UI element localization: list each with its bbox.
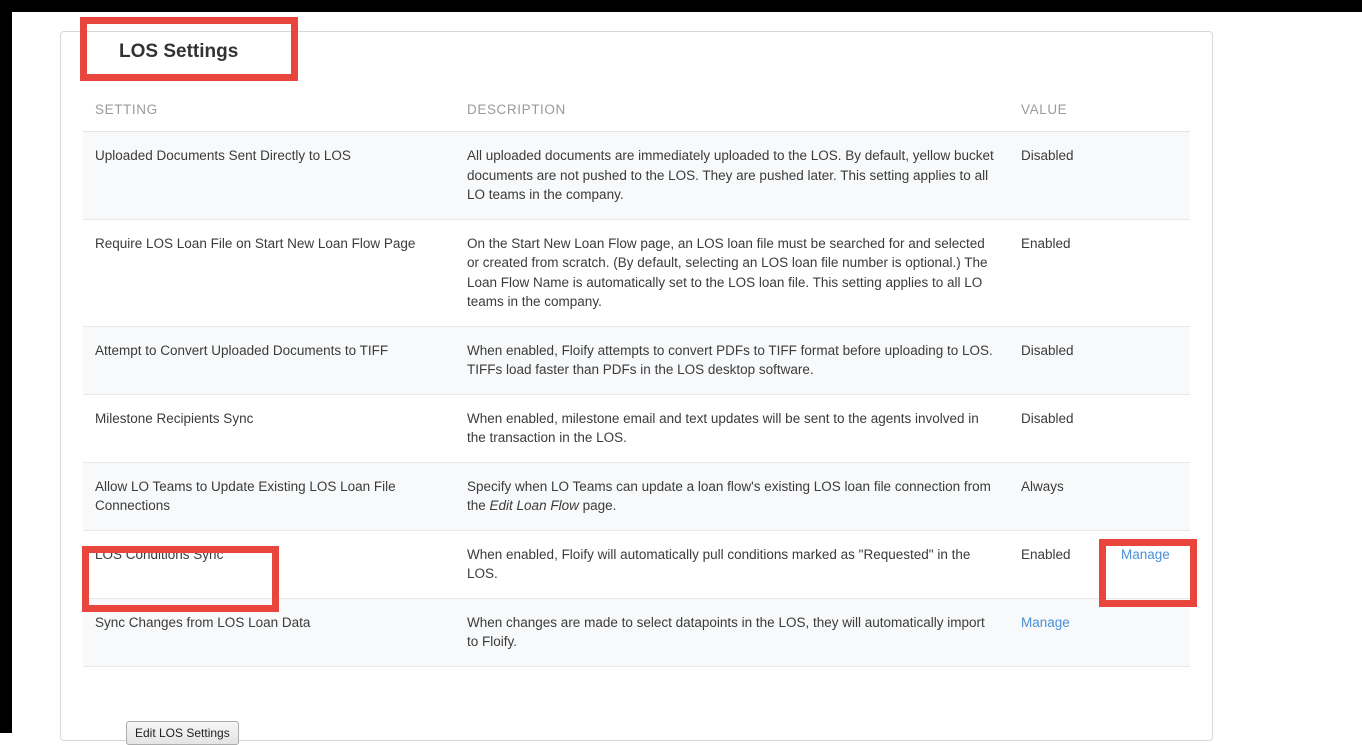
setting-action [1109, 219, 1190, 326]
setting-action [1109, 132, 1190, 220]
table-row [83, 132, 1190, 220]
setting-name: Allow LO Teams to Update Existing LOS Loan File Connections [83, 462, 455, 530]
description-text-pre: Specify when LO Teams can update a loan flow's existing LOS loan file connection from the [467, 478, 991, 513]
setting-action [1109, 326, 1190, 394]
manage-link-los-conditions-sync[interactable]: Manage [1121, 546, 1170, 562]
setting-value: Enabled [1009, 530, 1109, 598]
top-black-bar [0, 0, 1362, 12]
setting-description: When enabled, Floify attempts to convert PDFs to TIFF format before uploading to LOS. TIFFs load faster than PDFs in the LOS desktop software. [455, 326, 1009, 394]
column-header-setting: SETTING [83, 94, 455, 132]
setting-description: On the Start New Loan Flow page, an LOS loan file must be searched for and selected or created from scratch. (By default, selecting an LOS loan file number is optional.) The Loan Flow Name is automatically set to the LOS loan file. This setting applies to all LO teams in the company. [455, 219, 1009, 326]
table-row [83, 462, 1190, 530]
setting-description: When enabled, milestone email and text updates will be sent to the agents involved in the transaction in the LOS. [455, 394, 1009, 462]
table-row [83, 326, 1190, 394]
left-dark-strip [0, 12, 12, 733]
table-row [83, 394, 1190, 462]
setting-description [455, 462, 1009, 530]
page-title: LOS Settings [111, 40, 246, 64]
setting-value: Disabled [1009, 326, 1109, 394]
setting-name: Attempt to Convert Uploaded Documents to TIFF [83, 326, 455, 394]
description-emphasis: Edit Loan Flow [489, 498, 579, 513]
setting-name: LOS Conditions Sync [83, 530, 455, 598]
setting-value: Disabled [1009, 394, 1109, 462]
table-row [83, 598, 1190, 666]
column-header-action [1109, 94, 1190, 132]
column-header-description: DESCRIPTION [455, 94, 1009, 132]
page-content [12, 12, 1362, 740]
setting-action [1109, 598, 1190, 666]
setting-name: Milestone Recipients Sync [83, 394, 455, 462]
los-settings-table [83, 94, 1190, 667]
setting-value: Enabled [1009, 219, 1109, 326]
settings-table-wrapper [83, 94, 1190, 667]
los-settings-panel [60, 31, 1213, 741]
setting-description: All uploaded documents are immediately uploaded to the LOS. By default, yellow bucket documents are not pushed to the LOS. They are pushed later. This setting applies to all LO teams in the company. [455, 132, 1009, 220]
table-header-row [83, 94, 1190, 132]
setting-action [1109, 530, 1190, 598]
table-row [83, 530, 1190, 598]
edit-los-settings-button[interactable]: Edit LOS Settings [126, 721, 239, 745]
table-row [83, 219, 1190, 326]
setting-name: Require LOS Loan File on Start New Loan Flow Page [83, 219, 455, 326]
setting-action [1109, 462, 1190, 530]
setting-name: Uploaded Documents Sent Directly to LOS [83, 132, 455, 220]
setting-value [1009, 598, 1109, 666]
setting-value: Disabled [1009, 132, 1109, 220]
column-header-value: VALUE [1009, 94, 1109, 132]
setting-action [1109, 394, 1190, 462]
manage-link-sync-changes[interactable]: Manage [1021, 614, 1070, 630]
setting-value: Always [1009, 462, 1109, 530]
description-text-post: page. [578, 498, 617, 513]
setting-name: Sync Changes from LOS Loan Data [83, 598, 455, 666]
setting-description: When changes are made to select datapoints in the LOS, they will automatically import to Floify. [455, 598, 1009, 666]
setting-description: When enabled, Floify will automatically pull conditions marked as "Requested" in the LOS. [455, 530, 1009, 598]
